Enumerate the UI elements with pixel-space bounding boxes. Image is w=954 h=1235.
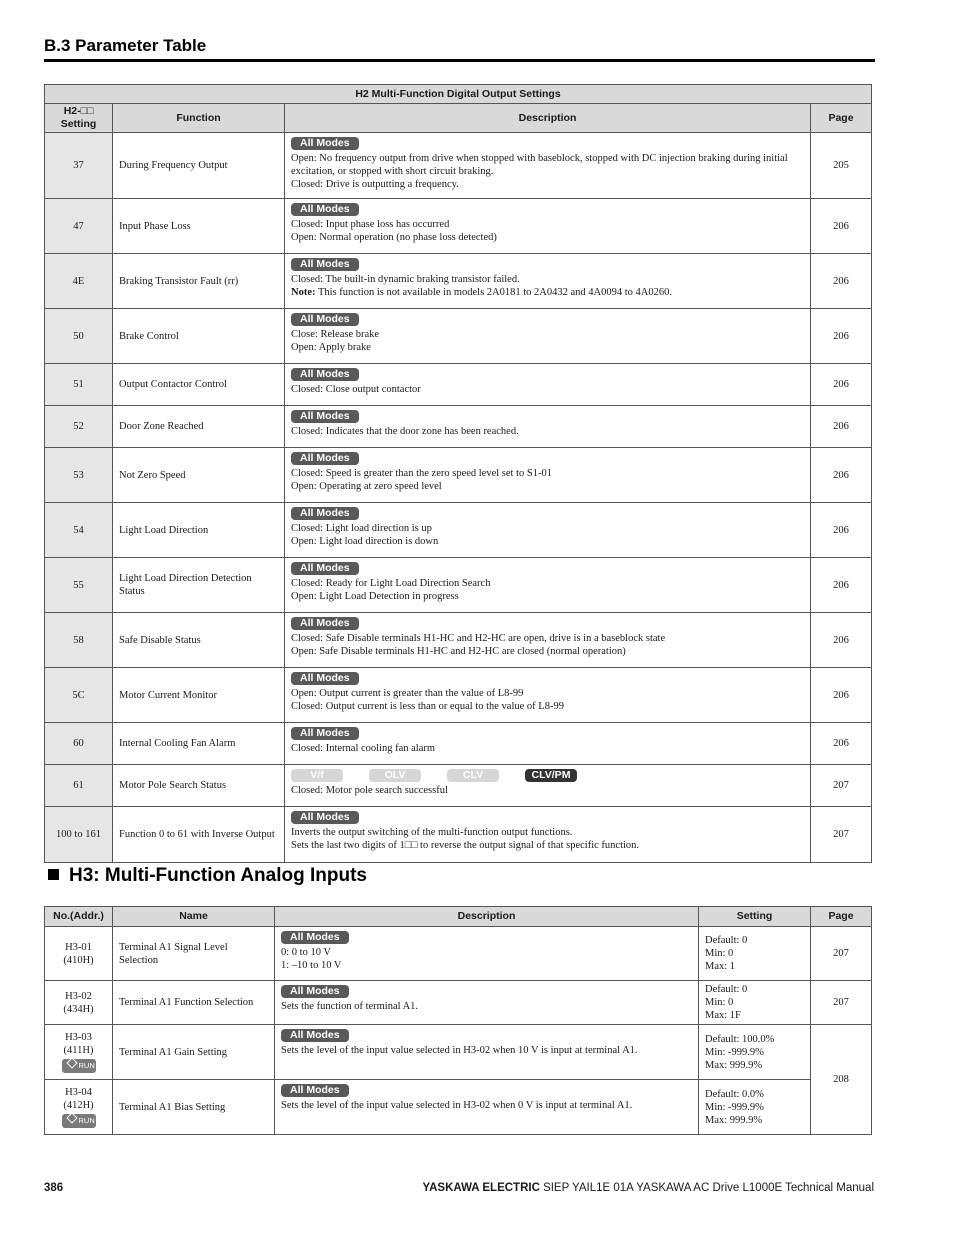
parameter-address: (412H) xyxy=(63,1100,94,1111)
function-cell: Door Zone Reached xyxy=(113,406,285,448)
control-mode-badge: All Modes xyxy=(281,985,349,998)
description-line: Closed: Output current is less than or equal to the value of L8-99 xyxy=(291,701,564,712)
table-row xyxy=(45,199,872,254)
note-text: This function is not available in models 2A0181 to 2A0432 and 4A0094 to 4A0260. xyxy=(317,287,672,298)
page-cell: 207 xyxy=(811,765,872,807)
setting-line: Min: 0 xyxy=(705,997,734,1008)
parameter-number-cell xyxy=(45,981,113,1025)
setting-cell xyxy=(699,1025,811,1080)
setting-cell: 37 xyxy=(45,133,113,199)
page-cell: 208 xyxy=(811,1025,872,1135)
description-cell xyxy=(285,309,811,364)
setting-cell: 47 xyxy=(45,199,113,254)
setting-cell: 52 xyxy=(45,406,113,448)
description-line: Closed: Close output contactor xyxy=(291,384,421,395)
control-mode-badge: All Modes xyxy=(291,562,359,575)
setting-cell xyxy=(699,927,811,981)
function-cell: Light Load Direction xyxy=(113,503,285,558)
setting-line: Max: 999.9% xyxy=(705,1114,763,1126)
description-cell xyxy=(285,668,811,723)
setting-cell: 58 xyxy=(45,613,113,668)
description-line: Open: Output current is greater than the value of L8-99 xyxy=(291,688,524,699)
setting-line: Min: -999.9% xyxy=(705,1101,764,1113)
description-line: 1: –10 to 10 V xyxy=(281,960,342,971)
page-cell: 206 xyxy=(811,364,872,406)
setting-cell: 60 xyxy=(45,723,113,765)
table-row xyxy=(45,406,872,448)
description-line: Open: Operating at zero speed level xyxy=(291,481,442,492)
square-bullet-icon xyxy=(48,869,59,880)
control-mode-badge: All Modes xyxy=(291,258,359,271)
page-cell: 206 xyxy=(811,558,872,613)
setting-line: Min: 0 xyxy=(705,948,734,959)
control-mode-badges xyxy=(291,768,804,784)
name-cell: Terminal A1 Function Selection xyxy=(113,981,275,1025)
footer-document-title xyxy=(423,1182,874,1194)
control-mode-badge: All Modes xyxy=(291,452,359,465)
description-cell xyxy=(275,1080,699,1135)
table-row xyxy=(45,1080,872,1135)
description-cell xyxy=(285,503,811,558)
description-line: Closed: Light load direction is up xyxy=(291,523,432,534)
parameter-number: H3-01 xyxy=(65,941,92,953)
description-cell xyxy=(285,723,811,765)
setting-cell: 5C xyxy=(45,668,113,723)
description-line: Closed: Speed is greater than the zero speed level set to S1-01 xyxy=(291,468,552,479)
page-cell: 206 xyxy=(811,199,872,254)
table-row xyxy=(45,723,872,765)
table-row xyxy=(45,1025,872,1080)
table-row xyxy=(45,503,872,558)
control-mode-badge: CLV/PM xyxy=(525,769,577,782)
function-cell: Motor Pole Search Status xyxy=(113,765,285,807)
setting-cell: 54 xyxy=(45,503,113,558)
page-cell: 206 xyxy=(811,448,872,503)
table-row xyxy=(45,807,872,863)
description-line: Closed: Drive is outputting a frequency. xyxy=(291,179,459,190)
control-mode-badge: All Modes xyxy=(291,507,359,520)
parameter-number-cell xyxy=(45,927,113,981)
function-cell: Brake Control xyxy=(113,309,285,364)
description-line: Inverts the output switching of the multi-function output functions. xyxy=(291,827,573,838)
description-cell xyxy=(285,448,811,503)
description-cell xyxy=(285,199,811,254)
page-cell: 206 xyxy=(811,406,872,448)
description-line: Open: Normal operation (no phase loss detected) xyxy=(291,232,497,243)
footer-brand: YASKAWA ELECTRIC xyxy=(422,1182,540,1194)
description-line: Closed: Ready for Light Load Direction Search xyxy=(291,578,491,589)
setting-line: Max: 1 xyxy=(705,961,736,972)
description-cell xyxy=(285,807,811,863)
table-row xyxy=(45,981,872,1025)
description-cell xyxy=(285,765,811,807)
control-mode-badge: All Modes xyxy=(291,672,359,685)
description-line: 0: 0 to 10 V xyxy=(281,947,331,958)
parameter-address: (410H) xyxy=(63,954,94,966)
control-mode-badge: All Modes xyxy=(291,368,359,381)
control-mode-badge: All Modes xyxy=(291,410,359,423)
description-cell xyxy=(285,406,811,448)
table-row xyxy=(45,309,872,364)
page-cell: 205 xyxy=(811,133,872,199)
table-row xyxy=(45,364,872,406)
control-mode-badge: All Modes xyxy=(281,1029,349,1042)
function-cell: Output Contactor Control xyxy=(113,364,285,406)
name-cell: Terminal A1 Signal Level Selection xyxy=(113,927,275,981)
description-cell xyxy=(285,364,811,406)
control-mode-badge: All Modes xyxy=(281,931,349,944)
table-row xyxy=(45,668,872,723)
control-mode-badge: All Modes xyxy=(291,203,359,216)
description-line: Sets the level of the input value selected in H3-02 when 0 V is input at terminal A1. xyxy=(281,1100,633,1111)
table-caption: H2 Multi-Function Digital Output Settings xyxy=(45,85,872,104)
table-row xyxy=(45,558,872,613)
note-label: Note: xyxy=(291,287,316,298)
parameter-address: (434H) xyxy=(63,1003,94,1015)
description-line: Open: Light Load Detection in progress xyxy=(291,591,459,602)
note-line xyxy=(291,286,804,299)
run-label: RUN xyxy=(78,1061,95,1070)
h3-parameter-table xyxy=(44,906,872,1135)
header-page: Page xyxy=(811,104,872,133)
description-line: Sets the last two digits of 1□□ to reverse the output signal of that specific function. xyxy=(291,840,640,851)
table-row xyxy=(45,765,872,807)
function-cell: Light Load Direction Detection Status xyxy=(113,558,285,613)
setting-line: Max: 1F xyxy=(705,1010,741,1021)
description-line: Closed: Indicates that the door zone has been reached. xyxy=(291,426,519,437)
h3-title-text: H3: Multi-Function Analog Inputs xyxy=(69,865,367,886)
page-cell: 206 xyxy=(811,723,872,765)
description-cell xyxy=(275,1025,699,1080)
parameter-number: H3-03 xyxy=(65,1032,92,1043)
footer-doc: SIEP YAIL1E 01A YASKAWA AC Drive L1000E Technical Manual xyxy=(539,1182,874,1194)
description-line: Open: Light load direction is down xyxy=(291,536,439,547)
header-setting: Setting xyxy=(699,907,811,927)
setting-cell: 51 xyxy=(45,364,113,406)
description-cell xyxy=(275,981,699,1025)
page-number: 386 xyxy=(44,1182,64,1194)
control-mode-badge: V/f xyxy=(291,769,343,782)
diamond-icon xyxy=(66,1112,77,1123)
parameter-address: (411H) xyxy=(63,1045,94,1056)
function-cell: Not Zero Speed xyxy=(113,448,285,503)
setting-cell: 53 xyxy=(45,448,113,503)
description-cell xyxy=(275,927,699,981)
control-mode-badge: All Modes xyxy=(291,313,359,326)
description-cell xyxy=(285,254,811,309)
function-cell: Internal Cooling Fan Alarm xyxy=(113,723,285,765)
header-description: Description xyxy=(285,104,811,133)
table-row xyxy=(45,613,872,668)
table-row xyxy=(45,133,872,199)
description-line: Open: Apply brake xyxy=(291,342,371,353)
function-cell: Braking Transistor Fault (rr) xyxy=(113,254,285,309)
page-cell: 207 xyxy=(811,981,872,1025)
header-setting: H2-□□ Setting xyxy=(45,104,113,133)
setting-cell: 50 xyxy=(45,309,113,364)
page-cell: 206 xyxy=(811,503,872,558)
setting-cell: 100 to 161 xyxy=(45,807,113,863)
control-mode-badge: OLV xyxy=(369,769,421,782)
description-line: Closed: The built-in dynamic braking transistor failed. xyxy=(291,274,520,285)
section-title: B.3 Parameter Table xyxy=(44,36,207,55)
table-row xyxy=(45,254,872,309)
description-cell xyxy=(285,613,811,668)
function-cell: Safe Disable Status xyxy=(113,613,285,668)
h2-parameter-table xyxy=(44,84,872,863)
description-line: Sets the level of the input value selected in H3-02 when 10 V is input at terminal A1. xyxy=(281,1045,638,1056)
control-mode-badge: CLV xyxy=(447,769,499,782)
control-mode-badge: All Modes xyxy=(291,137,359,150)
header-description: Description xyxy=(275,907,699,927)
setting-cell: 4E xyxy=(45,254,113,309)
description-line: Closed: Input phase loss has occurred xyxy=(291,219,450,230)
page-cell: 206 xyxy=(811,668,872,723)
parameter-number: H3-04 xyxy=(65,1087,92,1098)
control-mode-badge: All Modes xyxy=(291,811,359,824)
setting-cell: 55 xyxy=(45,558,113,613)
control-mode-badge: All Modes xyxy=(291,617,359,630)
page-cell: 207 xyxy=(811,807,872,863)
description-line: Close: Release brake xyxy=(291,329,380,340)
setting-cell xyxy=(699,981,811,1025)
setting-line: Min: -999.9% xyxy=(705,1046,764,1058)
description-line: Closed: Internal cooling fan alarm xyxy=(291,743,436,754)
description-cell xyxy=(285,133,811,199)
header-page: Page xyxy=(811,907,872,927)
setting-line: Default: 0 xyxy=(705,935,748,946)
description-line: Closed: Motor pole search successful xyxy=(291,785,448,796)
function-cell: During Frequency Output xyxy=(113,133,285,199)
page-cell: 207 xyxy=(811,927,872,981)
setting-cell: 61 xyxy=(45,765,113,807)
description-line: Sets the function of terminal A1. xyxy=(281,1001,419,1012)
name-cell: Terminal A1 Gain Setting xyxy=(113,1025,275,1080)
page-cell: 206 xyxy=(811,254,872,309)
setting-line: Default: 0 xyxy=(705,984,748,995)
parameter-number-cell xyxy=(45,1025,113,1080)
setting-line: Default: 100.0% xyxy=(705,1033,775,1045)
description-line: Closed: Safe Disable terminals H1-HC and H2-HC are open, drive is in a baseblock state xyxy=(291,633,666,644)
setting-cell xyxy=(699,1080,811,1135)
function-cell: Motor Current Monitor xyxy=(113,668,285,723)
description-cell xyxy=(285,558,811,613)
diamond-icon xyxy=(66,1057,77,1068)
header-function: Function xyxy=(113,104,285,133)
name-cell: Terminal A1 Bias Setting xyxy=(113,1080,275,1135)
h3-section-heading xyxy=(48,865,367,887)
run-label: RUN xyxy=(78,1116,95,1125)
page-cell: 206 xyxy=(811,613,872,668)
section-divider xyxy=(44,59,875,62)
function-cell: Input Phase Loss xyxy=(113,199,285,254)
setting-line: Default: 0.0% xyxy=(705,1088,764,1100)
setting-line: Max: 999.9% xyxy=(705,1059,763,1071)
description-line: Open: Safe Disable terminals H1-HC and H2-HC are closed (normal operation) xyxy=(291,646,626,657)
table-row xyxy=(45,448,872,503)
page-cell: 206 xyxy=(811,309,872,364)
description-line: Open: No frequency output from drive when stopped with baseblock, stopped with DC injection braking during initial excitation, or stopped with short circuit braking. xyxy=(291,153,788,177)
table-row xyxy=(45,927,872,981)
control-mode-badge: All Modes xyxy=(291,727,359,740)
control-mode-badge: All Modes xyxy=(281,1084,349,1097)
parameter-number: H3-02 xyxy=(65,990,92,1002)
run-icon xyxy=(62,1114,96,1128)
function-cell: Function 0 to 61 with Inverse Output xyxy=(113,807,285,863)
header-no-addr: No.(Addr.) xyxy=(45,907,113,927)
parameter-number-cell xyxy=(45,1080,113,1135)
run-icon xyxy=(62,1059,96,1073)
header-name: Name xyxy=(113,907,275,927)
